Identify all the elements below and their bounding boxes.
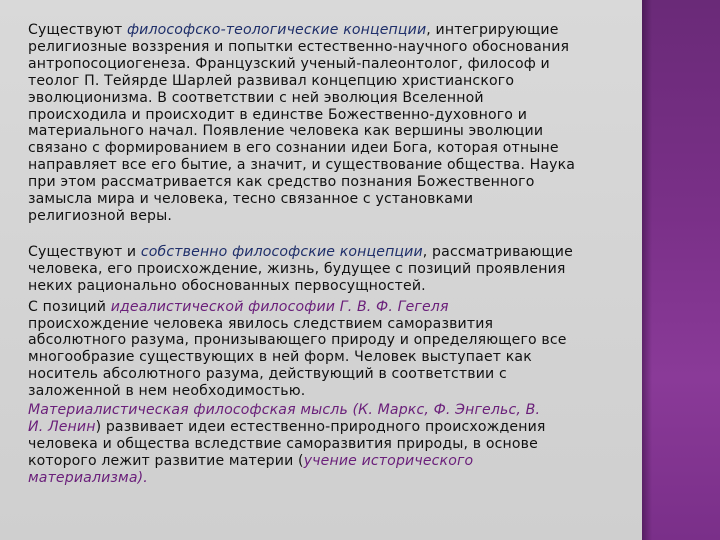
text-line: [28, 452, 658, 470]
text-line: человека и общества вследствие саморазвития природы, в основе: [28, 435, 538, 452]
text-run: ) развивает идеи естественно-природного происхождения: [95, 418, 546, 435]
paragraph-theological: [28, 22, 658, 225]
text-line: происхождение человека явилось следствием саморазвития: [28, 315, 494, 332]
text-line: [28, 418, 658, 436]
text-line: связано с формированием в его сознании идеи Бога, которая отныне: [28, 140, 559, 157]
paragraph-materialist: [28, 402, 658, 487]
text-run: которого лежит развитие материи (: [28, 452, 304, 469]
text-run: , интегрирующие: [426, 22, 559, 38]
text-line: многообразие существующих в ней форм. Человек выступает как: [28, 349, 532, 366]
term-historical-materialism: учение исторического: [303, 452, 474, 469]
text-run: Существуют и: [28, 243, 141, 260]
slide-text-body: [28, 22, 658, 487]
term-philosophical-concepts: собственно философские концепции: [140, 243, 423, 260]
text-run: Существуют: [28, 22, 127, 38]
text-line: человека, его происхождение, жизнь, будущее с позиций проявления: [28, 260, 566, 277]
text-line: абсолютного разума, пронизывающего природу и определяющего все: [28, 332, 567, 349]
term-theological-concepts: философско-теологические концепции: [126, 22, 427, 38]
text-run: С позиций: [28, 298, 111, 315]
text-line: эволюционизма. В соответствии с ней эволюция Вселенной: [28, 89, 484, 106]
text-line: носитель абсолютного разума, действующий в соответствии с: [28, 366, 507, 383]
text-line: [28, 298, 658, 316]
text-line: теолог П. Тейярде Шарлей развивал концепцию христианского: [28, 72, 515, 89]
term-idealistic-philosophy: идеалистической философии Г. В. Ф. Гегеля: [110, 298, 449, 315]
text-line: антропосоциогенеза. Французский ученый-палеонтолог, философ и: [28, 55, 550, 72]
text-line: [28, 22, 658, 39]
text-line: религиозные воззрения и попытки естественно-научного обоснования: [28, 38, 570, 55]
text-line: материального начал. Появление человека как вершины эволюции: [28, 123, 544, 140]
text-line: происходила и происходит в единстве Божественно-духовного и: [28, 106, 528, 123]
term-lenin: И. Ленин: [28, 418, 96, 435]
text-line: заложенной в нем необходимостью.: [28, 383, 306, 400]
text-line: замысла мира и человека, тесно связанное с установками: [28, 191, 474, 208]
text-line: [28, 243, 658, 261]
term-historical-materialism-end: материализма).: [28, 469, 148, 486]
paragraph-hegel: [28, 299, 658, 400]
term-materialist-thought: Материалистическая философская мысль (К. Маркс, Ф. Энгельс, В.: [28, 402, 541, 419]
text-line: при этом рассматривается как средство познания Божественного: [28, 174, 535, 191]
text-line: неких рационально обоснованных первосущностей.: [28, 277, 426, 294]
text-run: , рассматривающие: [422, 243, 573, 260]
paragraph-philosophical: [28, 244, 658, 295]
text-line: религиозной веры.: [28, 207, 173, 224]
text-line: направляет все его бытие, а значит, и существование общества. Наука: [28, 157, 576, 174]
